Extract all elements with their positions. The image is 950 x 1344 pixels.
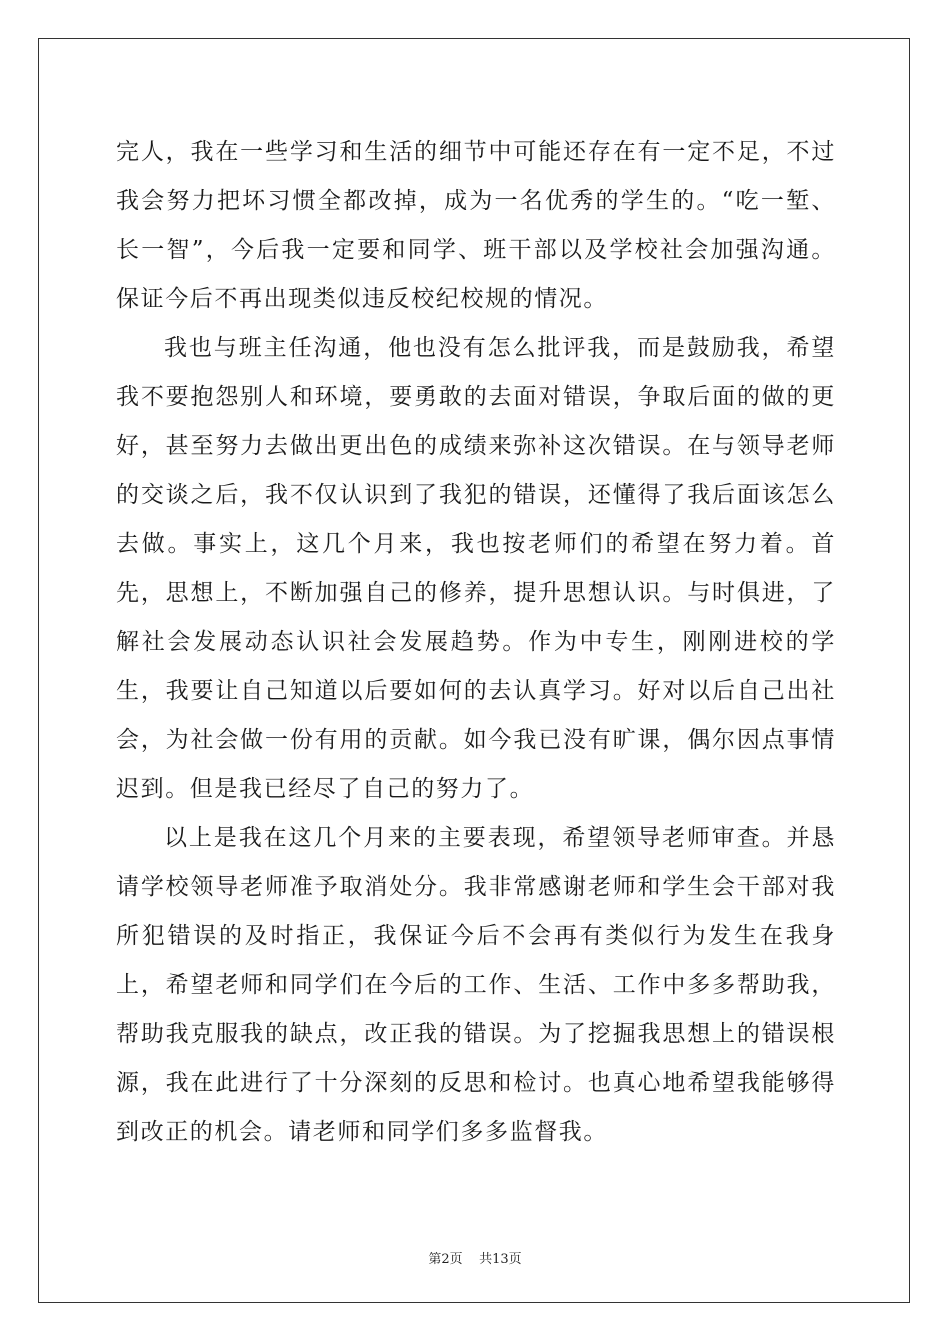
page-number: 第2页: [428, 1252, 463, 1267]
paragraph: 以上是我在这几个月来的主要表现，希望领导老师审查。并恳请学校领导老师准予取消处分。我非常感谢老师和学生会干部对我所犯错误的及时指正，我保证今后不会再有类似行为发生在我身上，希望老师和同学们在今后的工作、生活、工作中多多帮助我，帮助我克服我的缺点，改正我的错误。为了挖掘我思想上的错误根源，我在此进行了十分深刻的反思和检讨。也真心地希望我能够得到改正的机会。请老师和同学们多多监督我。: [116, 825, 836, 1145]
paragraph: 我也与班主任沟通，他也没有怎么批评我，而是鼓励我，希望我不要抱怨别人和环境，要勇敢的去面对错误，争取后面的做的更好，甚至努力去做出更出色的成绩来弥补这次错误。在与领导老师的交谈之后，我不仅认识到了我犯的错误，还懂得了我后面该怎么去做。事实上，这几个月来，我也按老师们的希望在努力着。首先，思想上，不断加强自己的修养，提升思想认识。与时俱进，了解社会发展动态认识社会发展趋势。作为中专生，刚刚进校的学生，我要让自己知道以后要如何的去认真学习。好对以后自己出社会，为社会做一份有用的贡献。如今我已没有旷课，偶尔因点事情迟到。但是我已经尽了自己的努力了。: [116, 335, 836, 802]
page-footer: [0, 1248, 950, 1267]
document-body: [116, 128, 836, 1157]
paragraph: 完人，我在一些学习和生活的细节中可能还存在有一定不足，不过我会努力把坏习惯全都改掉，成为一名优秀的学生的。“吃一堑、长一智”，今后我一定要和同学、班干部以及学校社会加强沟通。保证今后不再出现类似违反校纪校规的情况。: [116, 139, 836, 312]
total-pages: 共13页: [479, 1252, 522, 1267]
